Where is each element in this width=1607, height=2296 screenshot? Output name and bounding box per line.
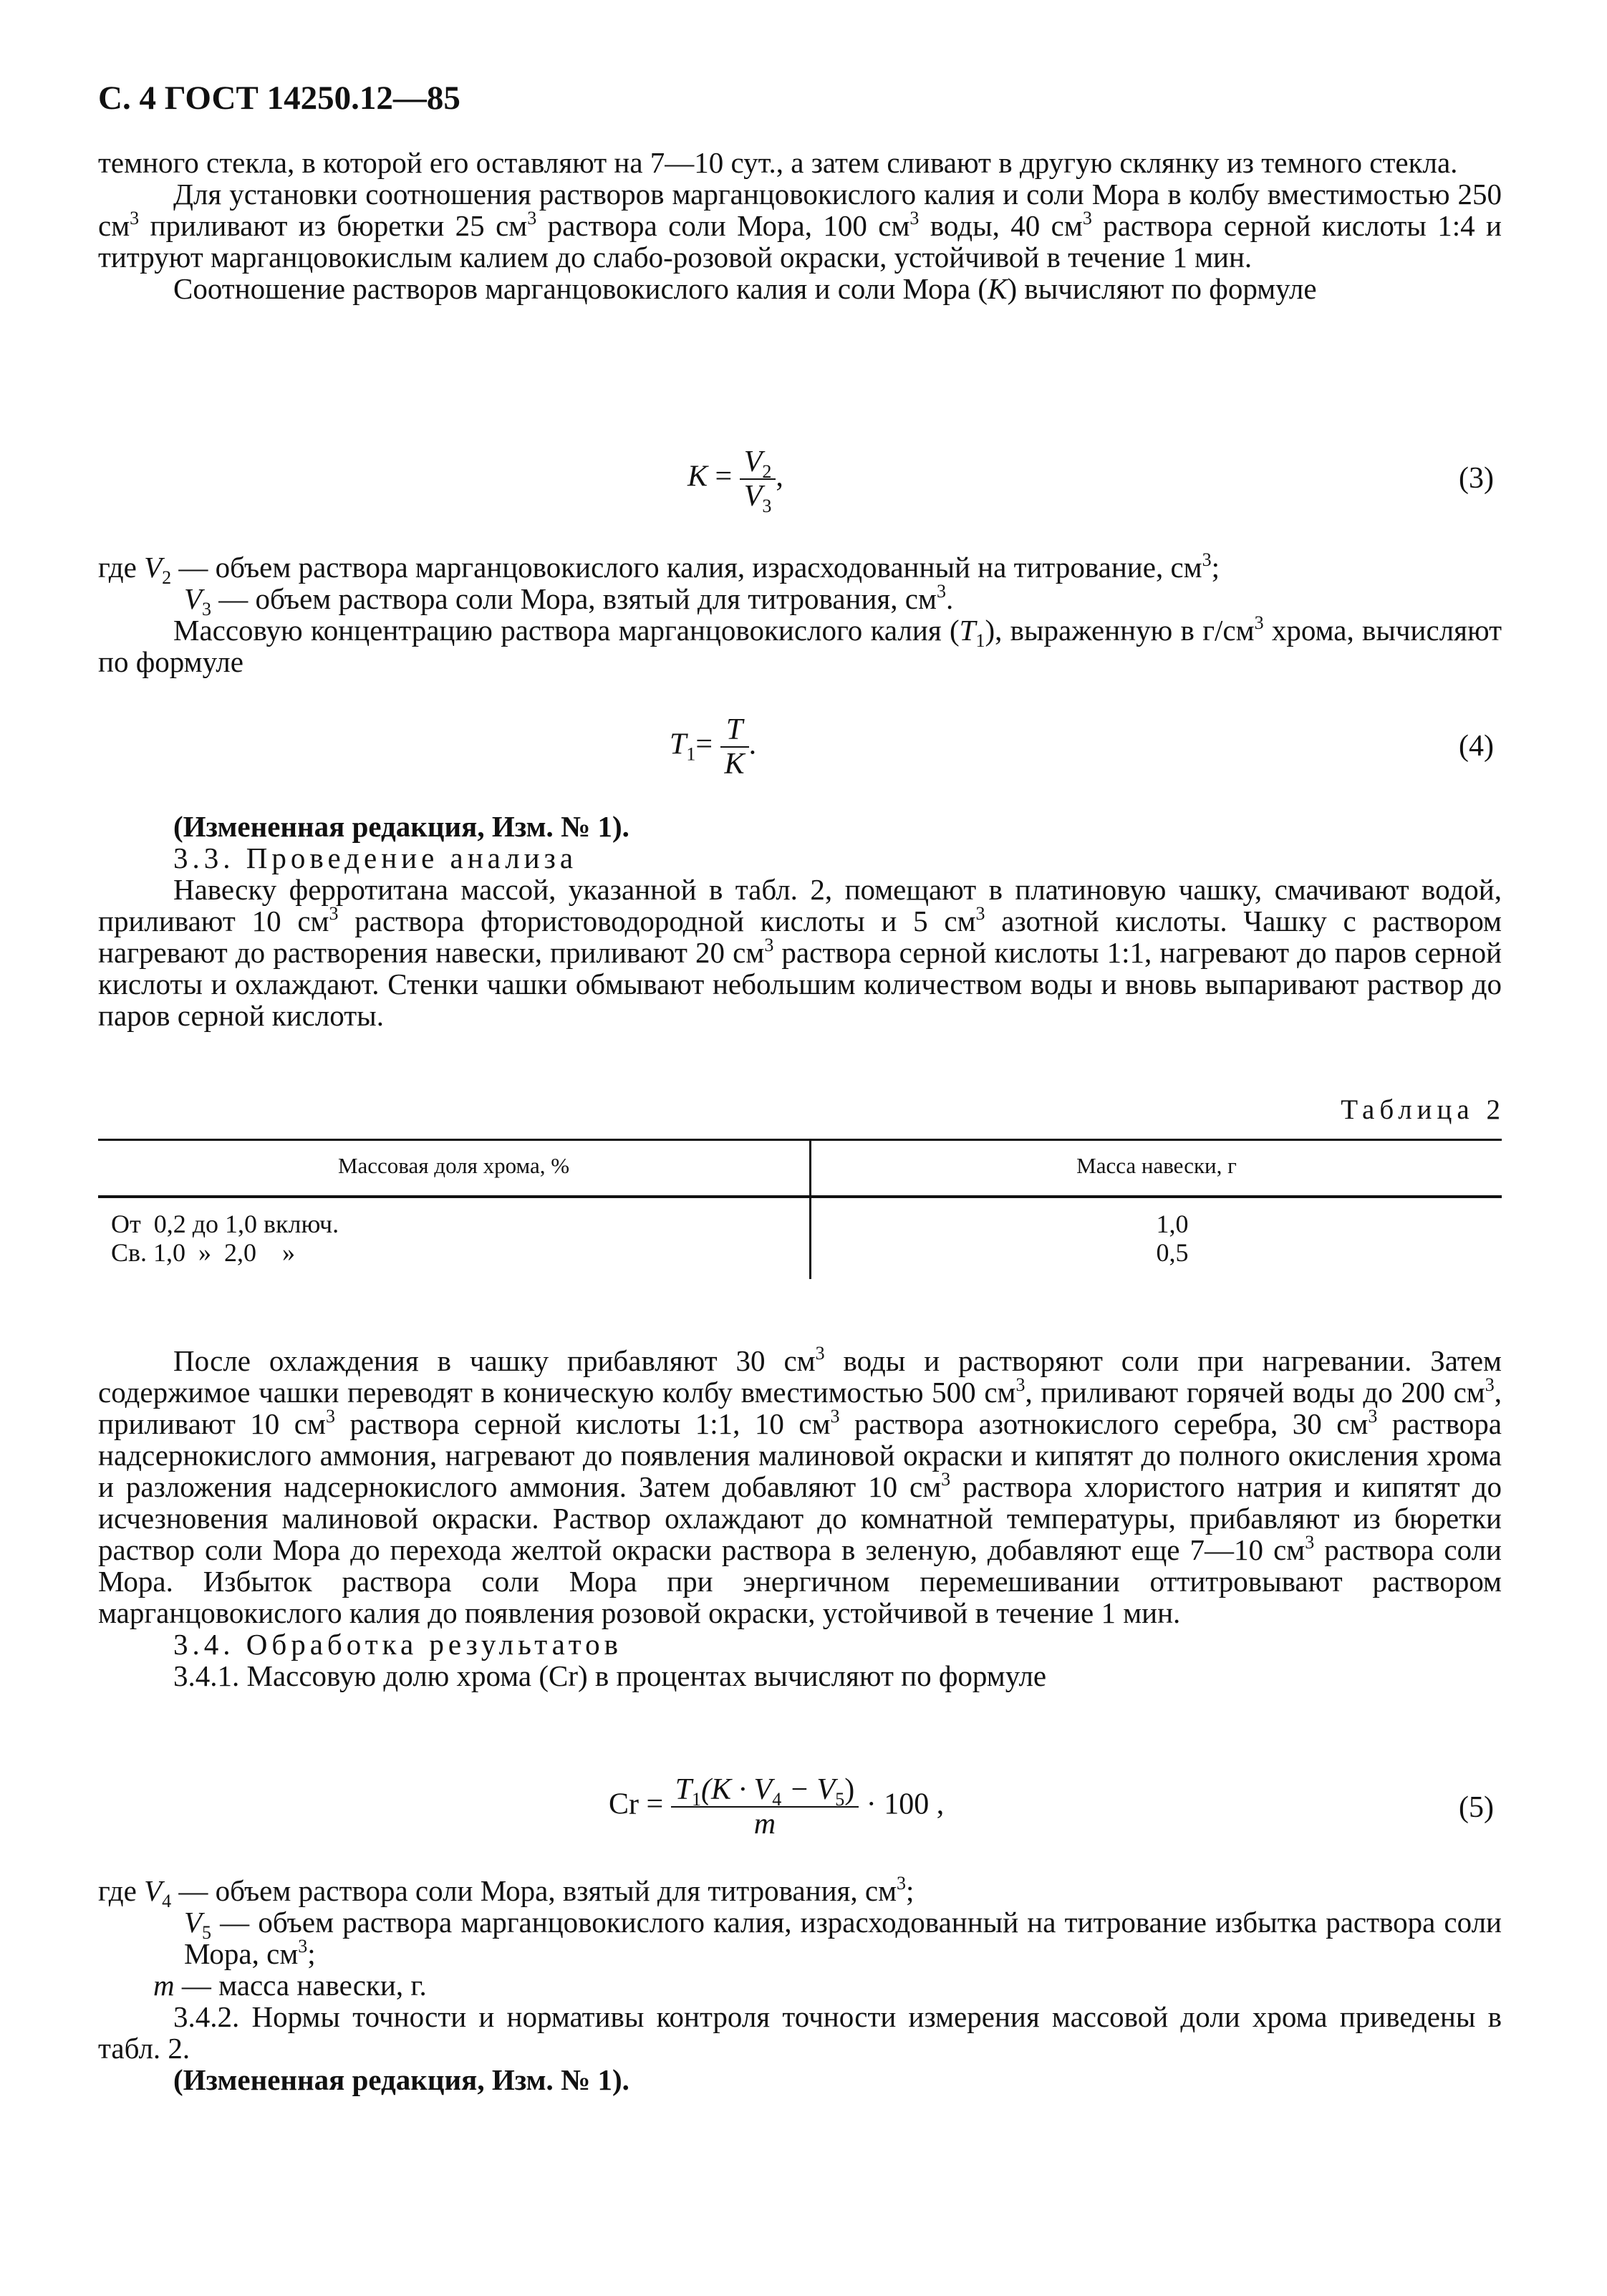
change-note: (Измененная редакция, Изм. № 1). — [173, 810, 629, 843]
paragraph-3-4-2: 3.4.2. Нормы точности и нормативы контроля точности измерения массовой доли хрома приведены в табл. 2. — [98, 2000, 1502, 2065]
paragraph-procedure — [98, 1345, 1502, 1692]
where-line-v3: $V_3$ — объем раствора соли Мора, взятый для титрования, $см^3$. — [184, 581, 954, 619]
paragraph-3-4-1: 3.4.1. Массовую долю хрома (Cr) в процентах вычисляют по формуле — [173, 1659, 1047, 1692]
table-cell: Св. 1,0 » 2,0 » — [111, 1238, 296, 1267]
page-header: С. 4 ГОСТ 14250.12—85 — [98, 79, 460, 117]
paragraph-procedure-text: После охлаждения в чашку прибавляют 30 $см^3$ воды и растворяют соли при нагревании. Затем содержимое чашки переводят в коническую колбу вместимостью 500 $см^3$, приливают горячей воды до 200 $см^3$, приливают 10 $см^3$ раствора серной кислоты 1:1, 10 $см^3$ раствора азотнокислого серебра, 30 $см^3$ раствора надсернокислого аммония, нагревают до появления малиновой окраски и кипятят до полного окисления хрома и разложения надсернокислого аммония. Затем добавляют 10 $см^3$ раствора хлористого натрия и кипятят до исчезновения малиновой окраски. Раствор охлаждают до комнатной температуры, прибавляют из бюретки раствор соли Мора до перехода желтой окраски раствора в зеленую, добавляют еще 7—10 $см^3$ раствора соли Мора. Избыток раствора соли Мора при энергичном перемешивании оттитровывают раствором марганцовокислого калия до появления розовой окраски, устойчивой в течение 1 мин. — [98, 1343, 1502, 1629]
section-title-3-3: 3.3. Проведение анализа — [173, 841, 578, 874]
section-title-3-4: 3.4. Обработка результатов — [173, 1628, 623, 1661]
table-divider — [809, 1139, 811, 1279]
formula-number-3: (3) — [1459, 462, 1494, 495]
where-block-5 — [98, 1875, 1502, 2095]
formula-3: K = $\frac{V_2}{V_3}$ , — [687, 445, 783, 516]
where-line-m: m — масса навески, г. — [153, 1969, 427, 2002]
intro-block — [98, 147, 1502, 304]
formula-number-4: (4) — [1459, 730, 1494, 763]
paragraph-calibration: Для установки соотношения растворов марганцовокислого калия и соли Мора в колбу вместимостью 250 $см^3$ приливают из бюретки 25 $см^3$ раствора соли Мора, 100 $см^3$ воды, 40 $см^3$ раствора серной кислоты 1:4 и титруют марганцовокислым калием до слабо-розовой окраски, устойчивой в течение 1 мин. — [98, 178, 1502, 274]
where-line-v4: где $V_4$ — объем раствора соли Мора, взятый для титрования, $см^3$; — [98, 1873, 915, 1911]
where-block-3 — [98, 551, 1502, 677]
paragraph-continuation: темного стекла, в которой его оставляют на 7—10 сут., а затем сливают в другую склянку из темного стекла. — [98, 146, 1458, 179]
table-header: Массовая доля хрома, % — [337, 1153, 570, 1178]
table-2 — [98, 1139, 1502, 1282]
paragraph-ratio: Соотношение растворов марганцовокислого калия и соли Мора (K) вычисляют по формуле — [173, 272, 1317, 305]
fraction: $\frac{V_2}{V_3}$ — [740, 445, 776, 513]
where-line-v2: где $V_2$ — объем раствора марганцовокислого калия, израсходованный на титрование, $см^3$; — [98, 549, 1220, 588]
table-cell: От 0,2 до 1,0 включ. — [111, 1210, 339, 1238]
table-rule — [98, 1139, 1502, 1141]
change-note: (Измененная редакция, Изм. № 1). — [173, 2063, 629, 2096]
section-3-3 — [98, 811, 1502, 1031]
paragraph-sample: Навеску ферротитана массой, указанной в табл. 2, помещают в платиновую чашку, смачивают водой, приливают 10 $см^3$ раствора фтористоводородной кислоты и 5 $см^3$ азотной кислоты. Чашку с раствором нагревают до растворения навески, приливают 20 $см^3$ раствора серной кислоты 1:1, нагревают до паров серной кислоты и охлаждают. Стенки чашки обмывают небольшим количеством воды и вновь выпаривают раствор до паров серной кислоты. — [98, 873, 1502, 1032]
formula-5: Cr = $\frac{T_1(K \cdot V_4 - V_5)}{m}$ · 100 , — [609, 1773, 945, 1841]
table-caption: Таблица 2 — [1341, 1094, 1505, 1125]
formula-number-5: (5) — [1459, 1791, 1494, 1824]
table-cell: 1,0 — [1156, 1210, 1189, 1238]
table-cell: 0,5 — [1156, 1238, 1189, 1267]
table-rule — [98, 1195, 1502, 1198]
fraction: $\frac{T}{K}$ — [720, 713, 749, 781]
where-line-v5: $V_5$ — объем раствора марганцовокислого калия, израсходованный на титрование избытка раствора соли Мора, $см^3$; — [184, 1906, 1502, 1970]
formula-4: $T_1=$ $\frac{T}{K}$ . — [670, 713, 757, 781]
table-header: Масса навески, г — [1076, 1153, 1237, 1178]
paragraph-concentration: Массовую концентрацию раствора марганцовокислого калия $(T_1)$, выраженную в $г/см^3$ хрома, вычисляют по формуле — [98, 612, 1502, 678]
fraction: $\frac{T_1(K \cdot V_4 - V_5)}{m}$ — [671, 1773, 859, 1841]
